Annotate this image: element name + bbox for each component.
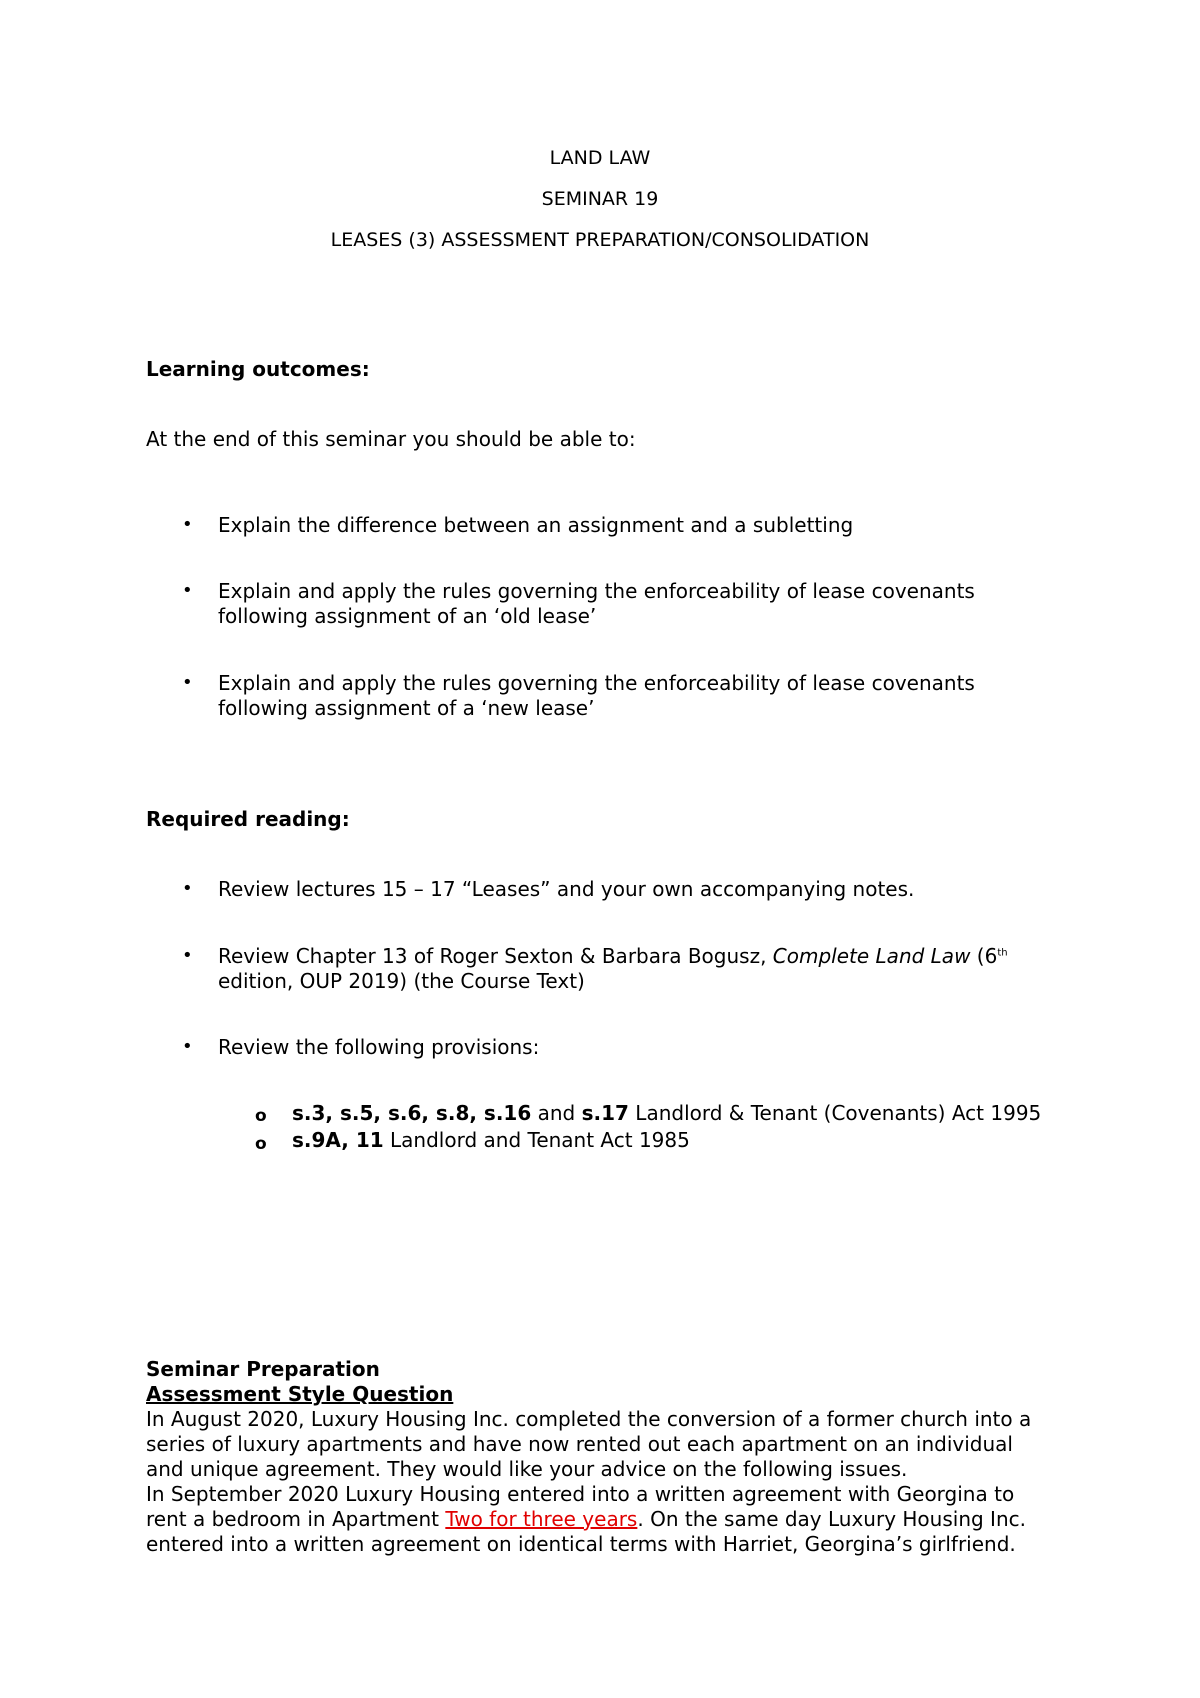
- seminar-topic: LEASES (3) ASSESSMENT PREPARATION/CONSOLIDATION: [330, 229, 870, 251]
- reading-item-textbook: [218, 944, 1008, 994]
- paragraph-line: and unique agreement. They would like your advice on the following issues.: [146, 1457, 908, 1481]
- highlighted-term: Two for three years: [445, 1507, 638, 1531]
- list-item-line: following assignment of an ‘old lease’: [218, 604, 597, 628]
- paragraph-line: entered into a written agreement on identical terms with Harriet, Georgina’s girlfriend.: [146, 1532, 1016, 1556]
- sub-bullet-icon: o: [255, 1134, 267, 1154]
- reading-text: Review Chapter 13 of Roger Sexton & Barbara Bogusz,: [218, 944, 773, 968]
- learning-outcome-item: [218, 671, 975, 721]
- paragraph-line: [146, 1507, 1086, 1532]
- list-item-line: Explain and apply the rules governing the enforceability of lease covenants: [218, 671, 975, 695]
- paragraph-text: rent a bedroom in Apartment: [146, 1507, 446, 1531]
- learning-outcomes-heading: Learning outcomes:: [146, 357, 370, 381]
- provision-item: [292, 1101, 1041, 1125]
- sub-bullet-icon: o: [255, 1106, 267, 1126]
- bullet-icon: •: [182, 945, 193, 966]
- paragraph-text: . On the same day Luxury Housing Inc.: [637, 1507, 1026, 1531]
- provision-sections: s.9A, 11: [292, 1128, 384, 1152]
- assessment-question-heading: Assessment Style Question: [146, 1382, 454, 1406]
- book-title: Complete Land Law: [772, 944, 971, 968]
- document-title: LAND LAW: [549, 147, 651, 169]
- learning-outcome-item: [218, 513, 853, 538]
- learning-outcomes-intro: At the end of this seminar you should be able to:: [146, 427, 636, 451]
- edition-superscript: th: [997, 947, 1008, 959]
- reading-item-lectures: Review lectures 15 – 17 “Leases” and your own accompanying notes.: [218, 877, 915, 901]
- provision-sections: s.3, s.5, s.6, s.8, s.16: [292, 1101, 532, 1125]
- seminar-preparation-heading: Seminar Preparation: [146, 1357, 380, 1381]
- list-item-line: Explain and apply the rules governing the enforceability of lease covenants: [218, 579, 975, 603]
- paragraph-line: In September 2020 Luxury Housing entered into a written agreement with Georgina to: [146, 1482, 1015, 1506]
- learning-outcome-item: [218, 579, 975, 629]
- provision-item: [292, 1128, 690, 1152]
- bullet-icon: •: [182, 672, 193, 693]
- list-item-line: following assignment of a ‘new lease’: [218, 696, 595, 720]
- provision-sections: s.17: [581, 1101, 629, 1125]
- bullet-icon: •: [182, 514, 193, 535]
- reading-item-provisions: Review the following provisions:: [218, 1035, 540, 1059]
- reading-text: (6: [970, 944, 998, 968]
- list-item-line: Explain the difference between an assignment and a subletting: [218, 513, 854, 537]
- bullet-icon: •: [182, 580, 193, 601]
- seminar-preparation-section: [146, 1357, 1086, 1557]
- bullet-icon: •: [182, 878, 193, 899]
- bullet-icon: •: [182, 1036, 193, 1057]
- seminar-number: SEMINAR 19: [541, 188, 659, 210]
- provision-act: Landlord and Tenant Act 1985: [383, 1128, 690, 1152]
- provision-act: Landlord & Tenant (Covenants) Act 1995: [628, 1101, 1042, 1125]
- reading-text-line2: edition, OUP 2019) (the Course Text): [218, 969, 585, 993]
- paragraph-line: In August 2020, Luxury Housing Inc. completed the conversion of a former church into a: [146, 1407, 1032, 1431]
- paragraph-line: series of luxury apartments and have now rented out each apartment on an individual: [146, 1432, 1013, 1456]
- required-reading-heading: Required reading:: [146, 807, 350, 831]
- provision-text: and: [531, 1101, 582, 1125]
